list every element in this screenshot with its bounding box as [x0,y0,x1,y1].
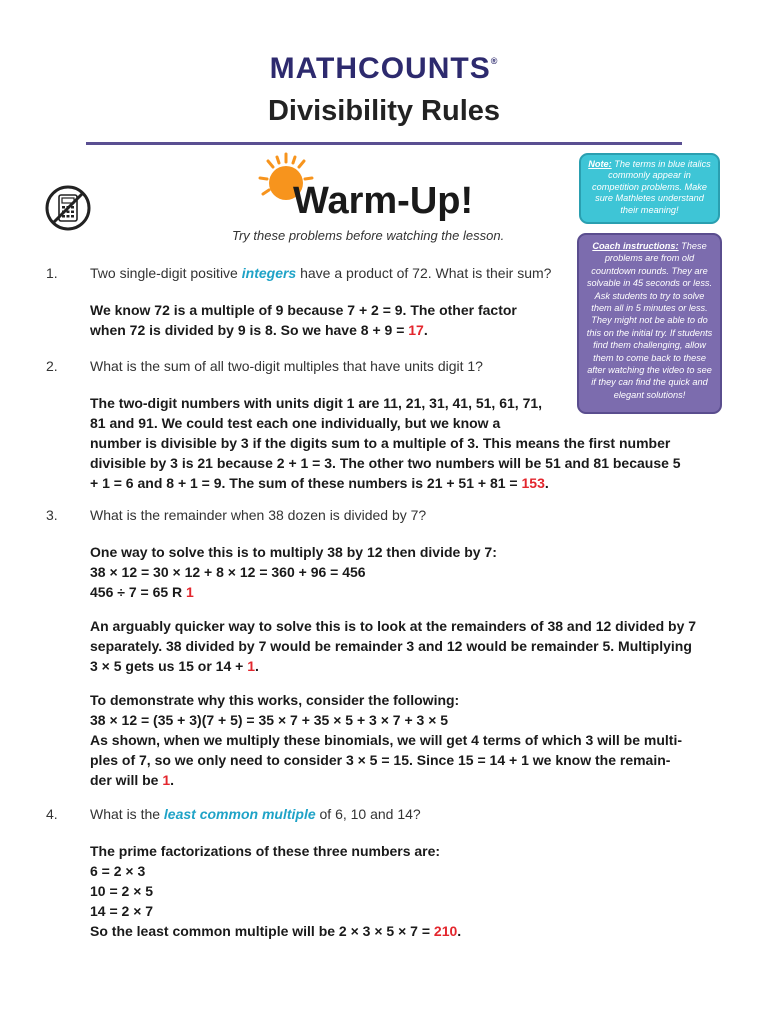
q-text: Two single-digit positive [90,265,242,281]
glossary-term: integers [241,265,297,281]
note-text: The terms in blue italics commonly appear in competition problems. Make sure Mathletes understand their meaning! [592,159,711,215]
solution-text: . [170,772,175,788]
solution-line: separately. 38 divided by 7 would be remainder 3 and 12 would be remainder 5. Multiplying [90,638,692,654]
solution-text: . [423,322,428,338]
coach-label: Coach instructions: [592,241,679,251]
solution-line: An arguably quicker way to solve this is to look at the remainders of 38 and 12 divided by 7 [90,618,697,634]
q-text: What is the [90,806,164,822]
solution-line: 14 = 2 × 7 [90,903,154,919]
solution-line: The two-digit numbers with units digit 1 are 11, 21, 31, 41, 51, 61, 71, [90,395,543,411]
problem-4-number: 4. [46,806,58,822]
solution-line: 6 = 2 × 3 [90,863,146,879]
mathcounts-logo [0,52,768,86]
registered-mark: ® [490,56,499,66]
warmup-subtitle: Try these problems before watching the lesson. [232,228,505,243]
warmup-title: Warm-Up! [293,180,474,222]
problem-2-solution [90,393,681,493]
solution-text: So the least common multiple will be 2 × 3 × 5 × 7 = [90,923,434,939]
problem-3-solution-method-1 [90,542,497,602]
solution-line [90,656,696,676]
problem-3-question: What is the remainder when 38 dozen is divided by 7? [90,507,427,523]
answer: 1 [162,772,171,788]
problem-2-number: 2. [46,358,58,374]
solution-text: 456 ÷ 7 = 65 R [90,584,187,600]
page-title: Divisibility Rules [267,95,501,127]
problem-3-number: 3. [46,507,58,523]
solution-line: We know 72 is a multiple of 9 because 7 + 2 = 9. The other factor [90,302,517,318]
solution-line: 38 × 12 = (35 + 3)(7 + 5) = 35 × 7 + 35 × 5 + 3 × 7 + 3 × 5 [90,712,449,728]
q-text: of 6, 10 and 14? [315,806,421,822]
solution-text: . [544,475,549,491]
solution-line: number is divisible by 3 if the digits sum to a multiple of 3. This means the first number [90,435,671,451]
solution-line: 81 and 91. We could test each one individually, but we know a [90,415,501,431]
title-divider [86,142,682,145]
solution-line: The prime factorizations of these three numbers are: [90,843,441,859]
glossary-term: least common multiple [163,806,316,822]
problem-2-question: What is the sum of all two-digit multiples that have units digit 1? [90,358,483,374]
coach-box [577,233,722,414]
note-label: Note: [588,159,612,169]
solution-text: . [255,658,259,674]
answer: 153 [521,475,545,491]
solution-line: ples of 7, so we only need to consider 3 × 5 = 15. Since 15 = 14 + 1 we know the remain- [90,752,671,768]
problem-4-solution [90,841,461,941]
q-text: have a product of 72. What is their sum? [296,265,552,281]
solution-line: One way to solve this is to multiply 38 by 12 then divide by 7: [90,544,497,560]
answer: 17 [408,322,424,338]
solution-text: + 1 = 6 and 8 + 1 = 9. The sum of these numbers is 21 + 51 + 81 = [90,475,522,491]
logo-text: MATHCOUNTS [269,52,491,85]
problem-3-solution-method-2 [90,616,696,676]
no-calculator-icon [44,184,92,232]
answer: 1 [186,584,194,600]
coach-text: These problems are from old countdown rounds. They are solvable in 45 seconds or less. Ask students to try to solve them all in 5 minutes or less. They might not be able to do this on the initial try. If students find them challenging, allow them to come back to these after watching the video to see if they can find the quick and elegant solutions! [586,241,713,400]
note-box [579,153,720,224]
solution-text: when 72 is divided by 9 is 8. So we have 8 + 9 = [90,322,409,338]
solution-line: 10 = 2 × 5 [90,883,154,899]
solution-text: . [457,923,462,939]
solution-line: 38 × 12 = 30 × 12 + 8 × 12 = 360 + 96 = 456 [90,564,366,580]
answer: 210 [433,923,458,939]
solution-line [90,473,681,493]
problem-1-question [90,265,551,281]
solution-text: der will be [90,772,163,788]
solution-line [90,320,517,340]
problem-1-solution [90,300,517,340]
solution-line [90,770,682,790]
problem-4-question [90,806,421,822]
solution-text: 3 × 5 gets us 15 or 14 + [90,658,248,674]
solution-line [90,582,497,602]
solution-line [90,921,461,941]
solution-line: divisible by 3 is 21 because 2 + 1 = 3. The other two numbers will be 51 and 81 because 5 [90,455,681,471]
problem-3-demonstration [90,690,682,790]
solution-line: To demonstrate why this works, consider the following: [90,692,460,708]
answer: 1 [247,658,255,674]
solution-line: As shown, when we multiply these binomials, we will get 4 terms of which 3 will be multi- [90,732,682,748]
problem-1-number: 1. [46,265,58,281]
